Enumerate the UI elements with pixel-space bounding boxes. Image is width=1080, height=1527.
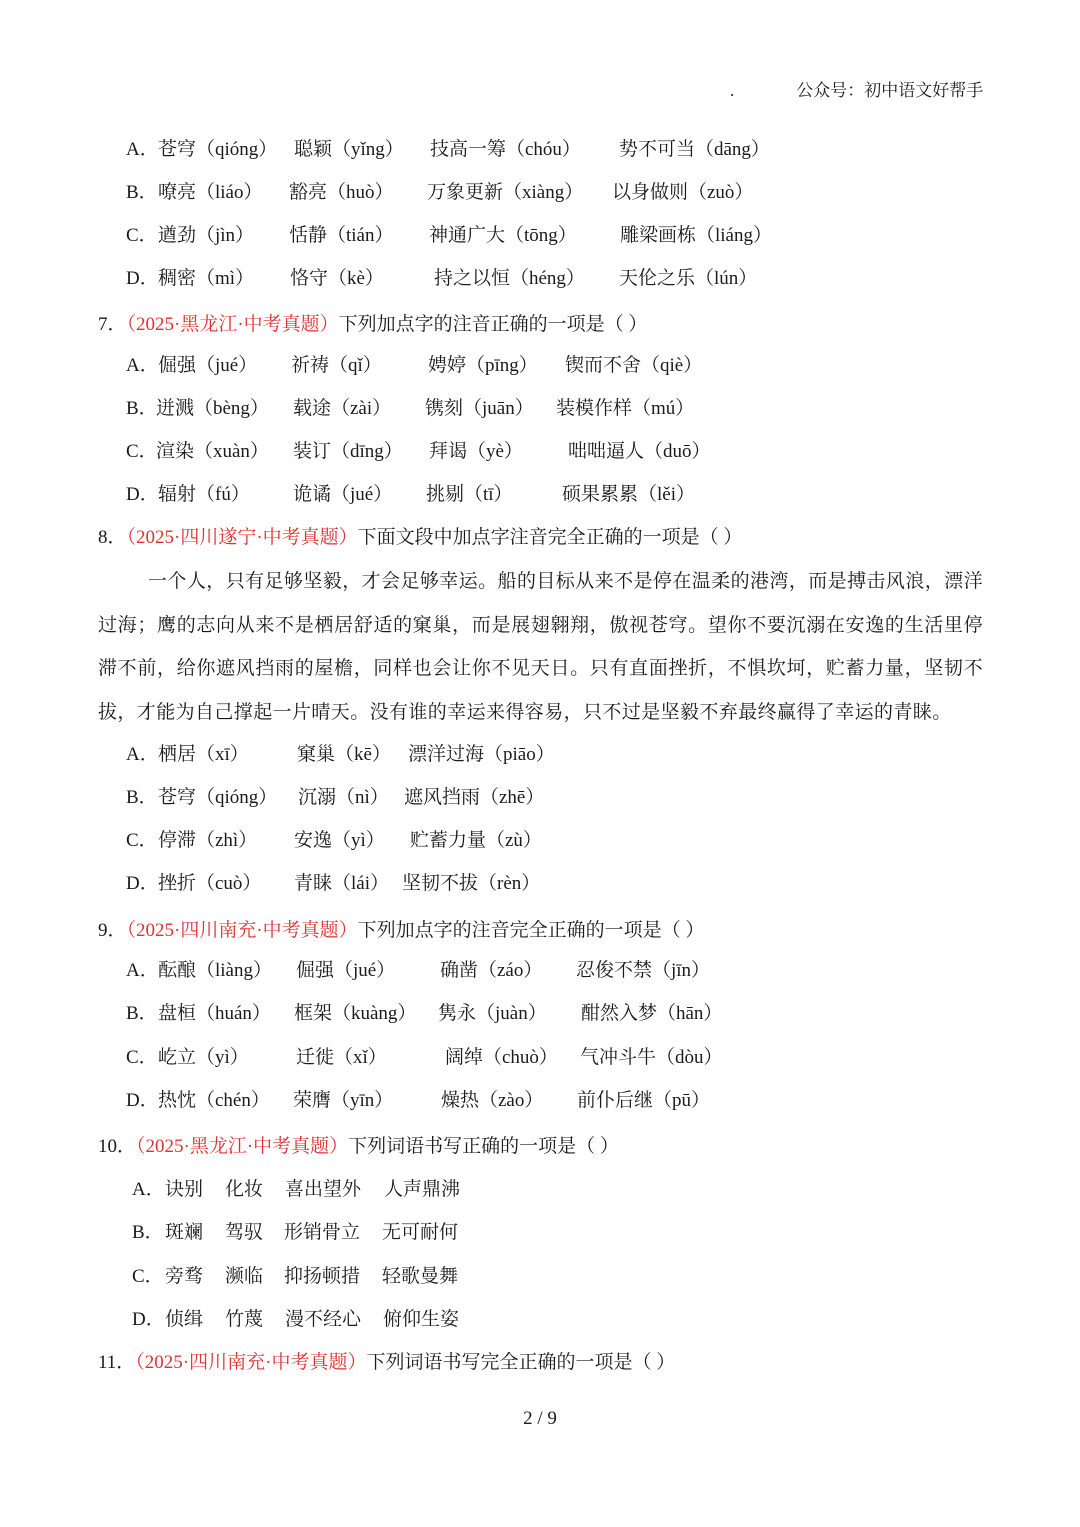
option-item: 万象更新（xiàng） [427, 182, 584, 203]
q10-option-b [132, 1220, 459, 1246]
page-number: 2 / 9 [523, 1408, 557, 1429]
option-label: D． [126, 268, 159, 289]
option-item: 抑扬顿措 [284, 1266, 361, 1287]
option-item: 侦缉 [165, 1309, 204, 1330]
option-item: 迁徙（xǐ） [296, 1047, 387, 1068]
option-label: B． [126, 398, 158, 419]
q11-stem [98, 1350, 675, 1376]
option-item: 酣然入梦（hān） [581, 1003, 723, 1024]
option-item: 诀别 [165, 1179, 204, 1200]
page-header [730, 76, 990, 101]
option-label: A． [126, 744, 159, 765]
q7-option-b [126, 396, 695, 422]
option-label: C． [132, 1266, 164, 1287]
option-item: 化妆 [225, 1179, 264, 1200]
q10-stem [98, 1134, 619, 1160]
q10-option-d [132, 1307, 460, 1333]
option-item: 恪守（kè） [290, 268, 384, 289]
option-item: 倔强（jué） [296, 960, 396, 981]
question-text: 下面文段中加点字注音完全正确的一项是（ ） [357, 527, 743, 548]
option-item: 气冲斗牛（dòu） [580, 1047, 723, 1068]
option-item: 热忱（chén） [158, 1090, 270, 1111]
option-label: D． [126, 1090, 159, 1111]
option-item: 遮风挡雨（zhē） [404, 787, 545, 808]
option-item: 祈祷（qǐ） [291, 355, 382, 376]
option-item: 镌刻（juān） [425, 398, 534, 419]
option-item: 俯仰生姿 [383, 1309, 460, 1330]
option-item: 无可耐何 [382, 1222, 459, 1243]
option-item: 豁亮（huò） [289, 182, 394, 203]
option-item: 倔强（jué） [158, 355, 258, 376]
option-item: 盘桓（huán） [158, 1003, 271, 1024]
option-item: 技高一筹（chóu） [430, 139, 581, 160]
option-item: 坚韧不拔（rèn） [402, 873, 541, 894]
option-label: B． [126, 1003, 158, 1024]
question-text: 下列词语书写完全正确的一项是（ ） [366, 1352, 676, 1373]
option-label: B． [132, 1222, 164, 1243]
option-item: 喜出望外 [285, 1179, 362, 1200]
option-item: 窠巢（kē） [297, 744, 391, 765]
q8-option-a [126, 742, 555, 768]
question-source: （2025·四川南充·中考真题） [126, 920, 358, 941]
question-number: 8． [98, 527, 127, 548]
option-item: 屹立（yì） [158, 1047, 249, 1068]
q10-option-c [132, 1264, 459, 1290]
question-source: （2025·四川遂宁·中考真题） [126, 527, 358, 548]
option-item: 前仆后继（pū） [577, 1090, 711, 1111]
option-item: 硕果累累（lěi） [562, 484, 695, 505]
option-label: D． [126, 484, 159, 505]
option-item: 荣膺（yīn） [293, 1090, 394, 1111]
question-text: 下列加点字的注音正确的一项是（ ） [338, 314, 648, 335]
q8-option-d [126, 871, 541, 897]
question-source: （2025·黑龙江·中考真题） [126, 314, 339, 335]
option-item: 渲染（xuàn） [156, 441, 269, 462]
q7-option-a [126, 353, 703, 379]
option-item: 沉溺（nì） [298, 787, 389, 808]
question-text: 下列词语书写正确的一项是（ ） [348, 1136, 619, 1157]
option-label: C． [126, 441, 158, 462]
option-item: 斑斓 [165, 1222, 204, 1243]
option-item: 苍穹（qióng） [158, 139, 278, 160]
option-item: 拜谒（yè） [429, 441, 523, 462]
option-label: C． [126, 1047, 158, 1068]
question-number: 9． [98, 920, 127, 941]
option-item: 苍穹（qióng） [158, 787, 278, 808]
option-item: 形销骨立 [284, 1222, 361, 1243]
option-item: 载途（zài） [293, 398, 392, 419]
option-item: 诡谲（jué） [293, 484, 393, 505]
option-label: C． [126, 225, 158, 246]
q9-option-c [126, 1045, 723, 1071]
option-item: 竹蔑 [225, 1309, 264, 1330]
option-item: 嘹亮（liáo） [158, 182, 263, 203]
q8-stem [98, 525, 742, 551]
option-label: C． [126, 830, 158, 851]
option-item: 旁骛 [165, 1266, 204, 1287]
option-item: 恬静（tián） [289, 225, 394, 246]
q6-option-c [126, 223, 772, 249]
option-item: 驾驭 [225, 1222, 264, 1243]
option-item: 聪颖（yǐng） [294, 139, 404, 160]
option-item: 挫折（cuò） [158, 873, 262, 894]
question-number: 11． [98, 1352, 136, 1373]
q7-option-c [126, 439, 711, 465]
question-number: 10． [98, 1136, 137, 1157]
q9-option-a [126, 958, 711, 984]
q6-option-b [126, 180, 754, 206]
option-item: 安逸（yì） [294, 830, 385, 851]
option-item: 忍俊不禁（jīn） [576, 960, 711, 981]
option-item: 迸溅（bèng） [156, 398, 269, 419]
option-label: A． [126, 355, 159, 376]
option-item: 濒临 [225, 1266, 264, 1287]
option-item: 天伦之乐（lún） [619, 268, 758, 289]
question-source: （2025·四川南充·中考真题） [135, 1352, 367, 1373]
option-label: B． [126, 787, 158, 808]
question-number: 7． [98, 314, 127, 335]
option-label: A． [132, 1179, 165, 1200]
q9-option-d [126, 1088, 711, 1114]
q9-stem [98, 918, 704, 944]
q9-option-b [126, 1001, 723, 1027]
option-item: 青睐（lái） [294, 873, 389, 894]
question-source: （2025·黑龙江·中考真题） [136, 1136, 349, 1157]
option-item: 人声鼎沸 [384, 1179, 461, 1200]
option-label: B． [126, 182, 158, 203]
option-item: 隽永（juàn） [438, 1003, 547, 1024]
option-item: 锲而不舍（qiè） [565, 355, 703, 376]
q10-option-a [132, 1177, 461, 1203]
option-item: 以身做则（zuò） [612, 182, 754, 203]
q8-passage [98, 560, 983, 734]
option-item: 势不可当（dāng） [619, 139, 770, 160]
option-label: A． [126, 960, 159, 981]
option-item: 确凿（záo） [440, 960, 543, 981]
option-item: 辐射（fú） [158, 484, 250, 505]
option-item: 停滞（zhì） [158, 830, 258, 851]
question-text: 下列加点字的注音完全正确的一项是（ ） [357, 920, 705, 941]
option-item: 持之以恒（héng） [434, 268, 585, 289]
option-item: 神通广大（tōng） [429, 225, 577, 246]
option-item: 稠密（mì） [158, 268, 255, 289]
option-item: 咄咄逼人（duō） [568, 441, 711, 462]
option-item: 燥热（zào） [441, 1090, 544, 1111]
q6-option-a [126, 137, 770, 163]
option-item: 漂洋过海（piāo） [408, 744, 555, 765]
option-item: 阔绰（chuò） [445, 1047, 558, 1068]
option-item: 雕梁画栋（liáng） [620, 225, 772, 246]
option-item: 娉婷（pīng） [428, 355, 538, 376]
q7-stem [98, 312, 647, 338]
q6-option-d [126, 266, 758, 292]
header-account: 公众号：初中语文好帮手 [796, 81, 984, 100]
option-label: A． [126, 139, 159, 160]
option-item: 栖居（xī） [158, 744, 249, 765]
option-item: 遒劲（jìn） [158, 225, 255, 246]
header-dot: . [730, 81, 735, 100]
option-label: D． [132, 1309, 165, 1330]
option-item: 轻歌曼舞 [382, 1266, 459, 1287]
option-item: 装订（dīng） [293, 441, 403, 462]
q8-option-c [126, 828, 542, 854]
option-item: 框架（kuàng） [294, 1003, 417, 1024]
option-item: 装模作样（mú） [556, 398, 695, 419]
option-item: 漫不经心 [285, 1309, 362, 1330]
option-item: 酝酿（liàng） [158, 960, 272, 981]
passage-text: 一个人，只有足够坚毅，才会足够幸运。船的目标从来不是停在温柔的港湾，而是搏击风浪，漂洋过海；鹰的志向从来不是栖居舒适的窠巢，而是展翅翱翔，傲视苍穹。望你不要沉溺在安逸的生活里停滞不前，给你遮风挡雨的屋檐，同样也会让你不见天日。只有直面挫折，不惧坎坷，贮蓄力量，坚韧不拔，才能为自己撑起一片晴天。没有谁的幸运来得容易，只不过是坚毅不弃最终赢得了幸运的青睐。 [98, 570, 983, 723]
q7-option-d [126, 482, 695, 508]
option-label: D． [126, 873, 159, 894]
option-item: 挑剔（tī） [426, 484, 513, 505]
q8-option-b [126, 785, 545, 811]
option-item: 贮蓄力量（zù） [410, 830, 542, 851]
